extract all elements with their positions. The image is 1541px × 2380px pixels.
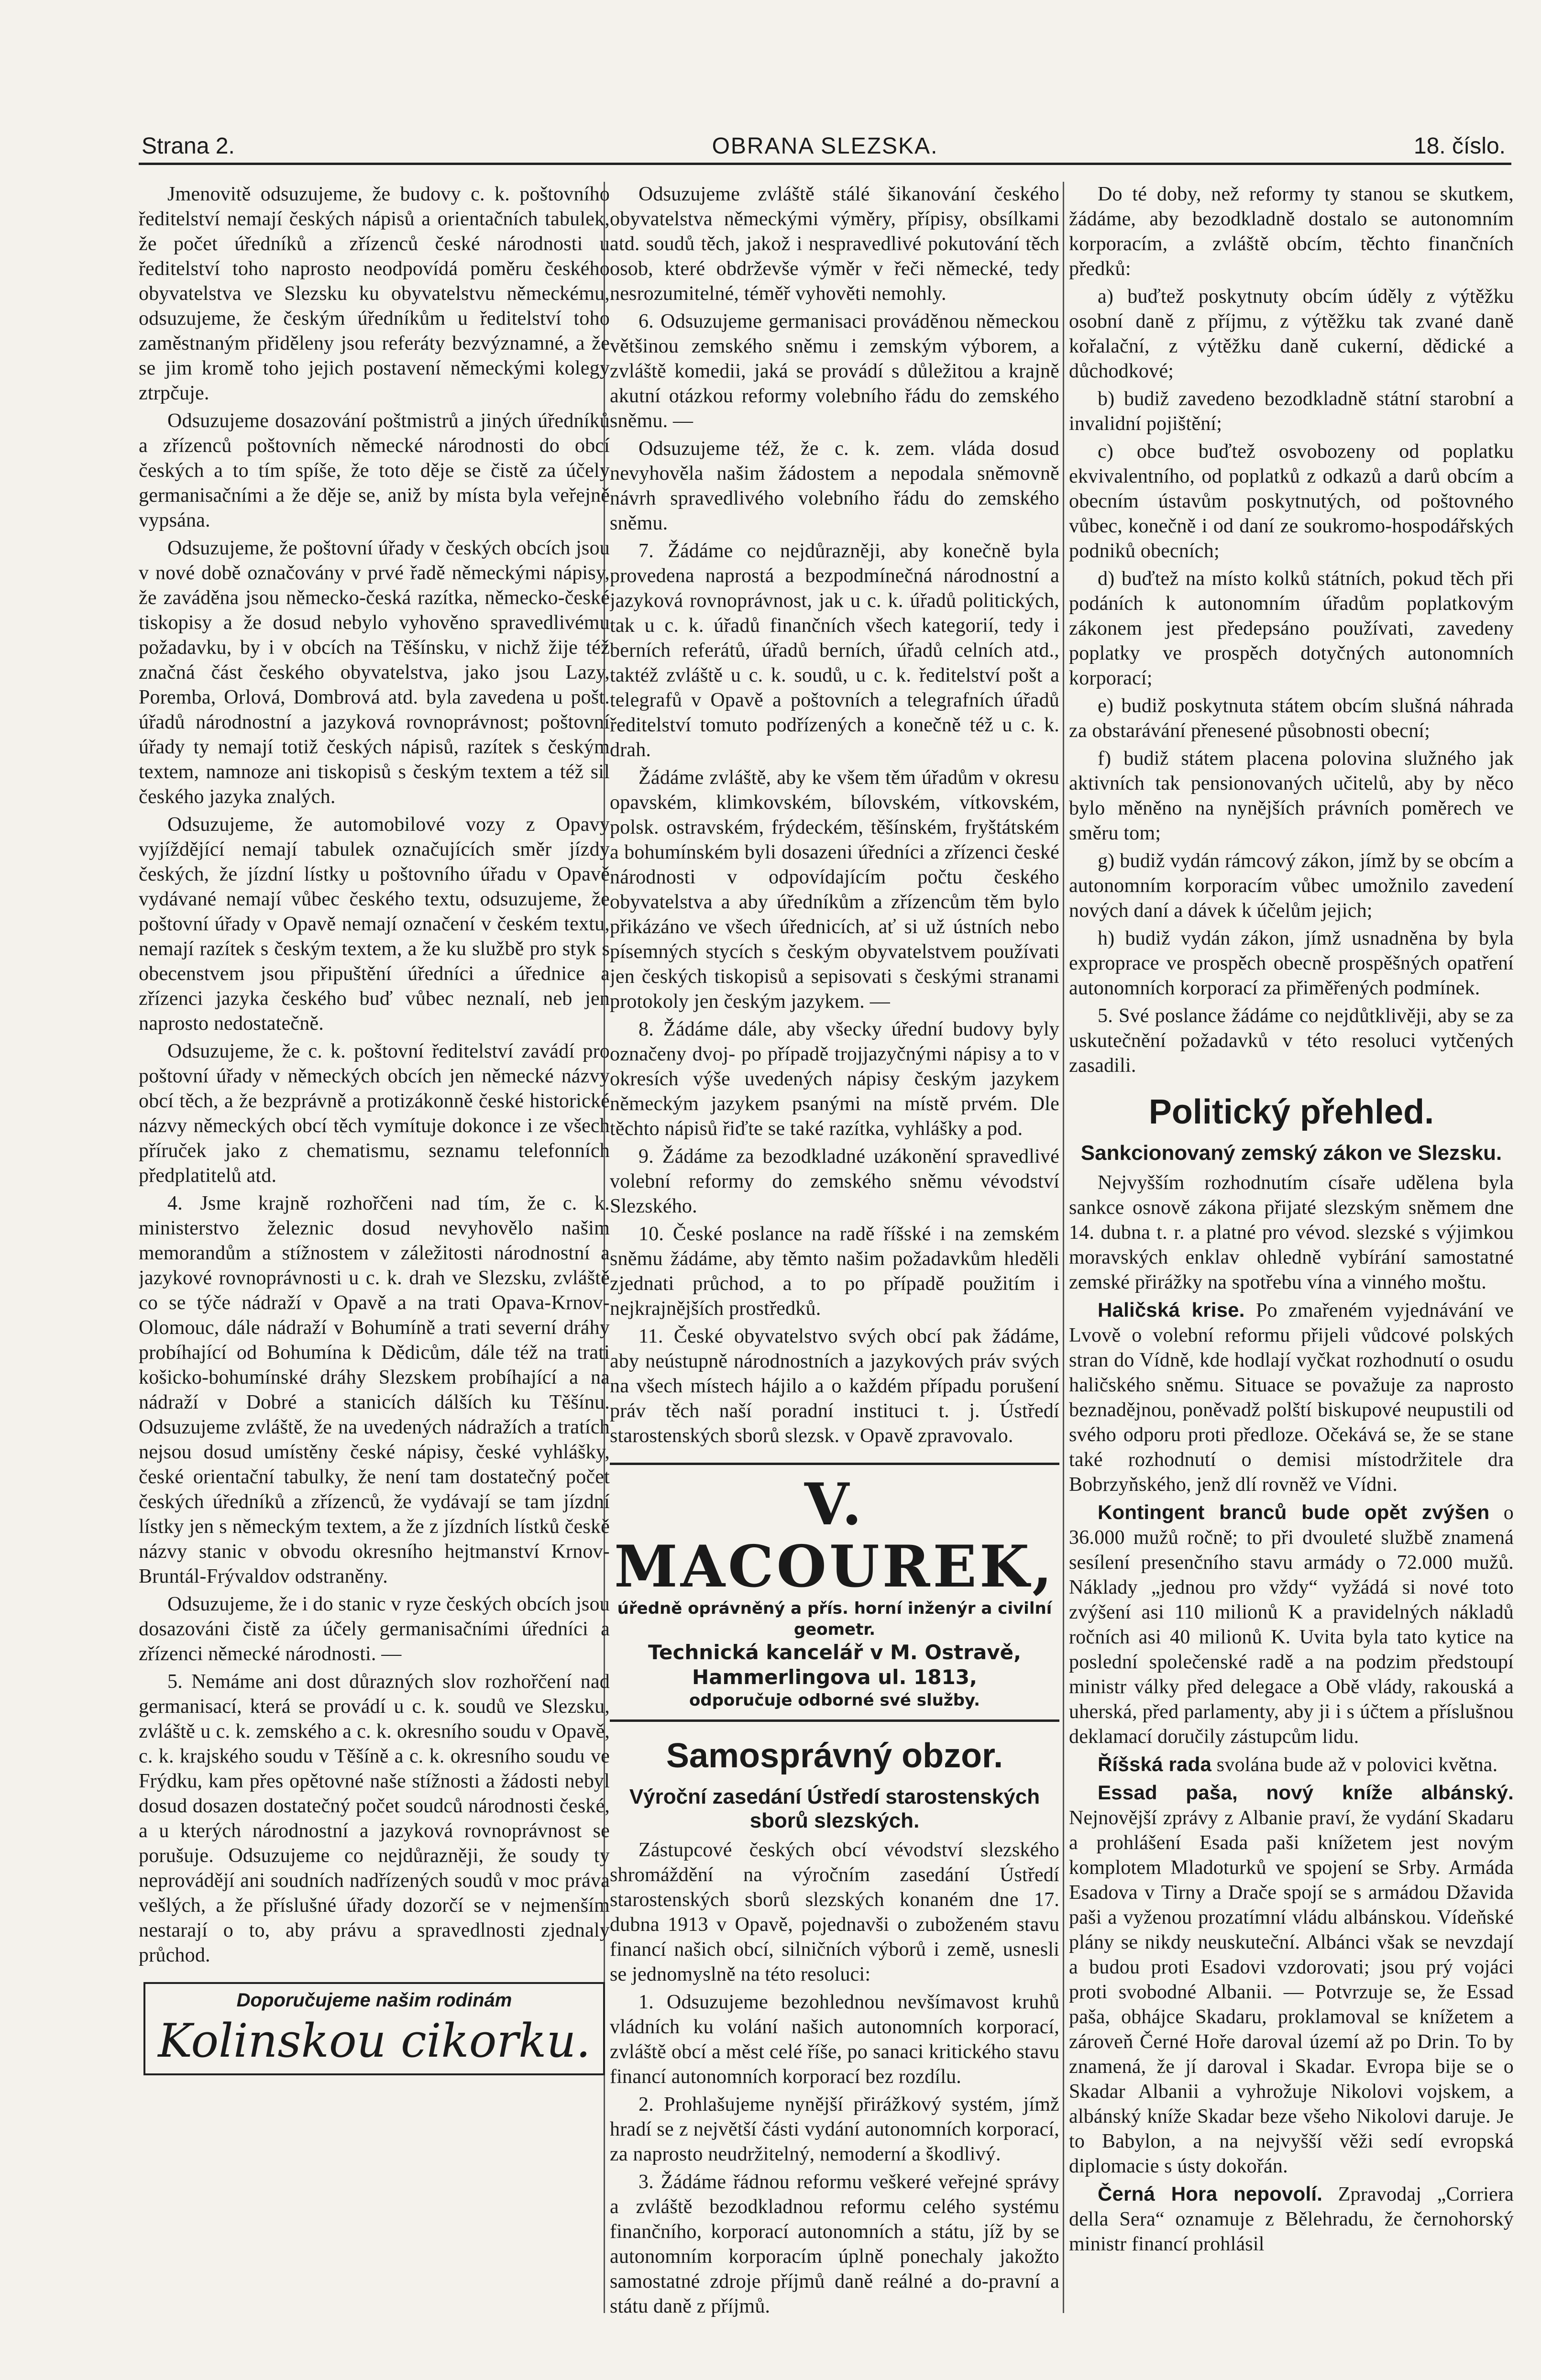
news-lead: Haličská krise. xyxy=(1098,1299,1245,1321)
news-text: Zpravodaj „Corriera della Sera“ oznamuje z Bělehradu, že černohorský ministr financí prohlásil xyxy=(1069,2183,1514,2255)
paragraph: Do té doby, než reformy ty stanou se skutkem, žádáme, aby bezodkladně dostalo se autonomním korporacím, a zvláště obcím, těchto finančních předků: xyxy=(1069,183,1514,280)
paragraph: Odsuzujeme, že c. k. poštovní ředitelství zavádí pro poštovní úřady v německých obcích jen německé názvy obcí těch, a že bezprávně a protizákonně české historické názvy německých obcí těch vymítuje dokonce i ze všech příruček jako z chematismu, seznamu telefonních předplatitelů atd. xyxy=(139,1040,610,1187)
news-item xyxy=(1069,1170,1514,1295)
paragraph: Odsuzujeme, že poštovní úřady v českých obcích jsou v nové době označovány v prvé řadě německými nápisy, že zaváděna jsou německo-česká razítka, německo-české tiskopisy a že dosud nebylo vyhověno spravedlivému požadavku, by i v obcích na Těšínsku, v nichž žije též značná část českého obyvatelstva, jako jsou Lazy, Poremba, Orlová, Dombrová atd. byla zavedena u pošt. úřadů národnostní a jazyková rovnoprávnost; poštovní úřady ty nemají totiž českých nápisů, razítek s českým textem, namnoze ani tiskopisů s českým textem a též sil českého jazyka znalých. xyxy=(139,537,610,808)
paragraph: 7. Žádáme co nejdůrazněji, aby konečně byla provedena naprostá a bezpodmínečná národnostní a jazyková rovnoprávnost, jak u c. k. úřadů politických, tak u c. k. úřadů finančních všech kategorií, tedy i berních referátů, úřadů berních, úřadů celních atd., taktéž zvláště u c. k. soudů, u c. k. ředitelství pošt a telegrafů v Opavě a poštovních a telegrafních úřadů ředitelství tomuto podřízených a konečně též u c. k. drah. xyxy=(610,540,1059,761)
column-2 xyxy=(610,182,1059,2323)
paragraph: 10. České poslance na radě říšské i na zemském sněmu žádáme, aby těmto našim požadavkům hleděli zjednati průchod, a to po případě použitím i nejkrajnějších prostředků. xyxy=(610,1223,1059,1320)
news-item xyxy=(1069,1752,1514,1777)
news-text: Nejnovější zprávy z Albanie praví, že vydání Skadaru a prohlášení Esada paši knížetem jest novým komplotem Mladoturků ve spojení se Srby. Armáda Esadova v Tirny a Drače spojí se s armádou Džavida paši a vyženou prozatímní vládu albánskou. Vídeňské plány se nikdy neuskuteční. Albánci však se nevzdají a budou proti Esadovi vzdorovati; jsou prý vojáci proti svobodné Albanii. — Potvrzuje se, že Essad paša, obhájce Skadaru, proklamoval se knížetem a zároveň Černé Hoře daroval území až po Drin. To by znamená, že jí daroval i Skadar. Evropa bije se o Skadar Albanii a vyhrožuje Nikolovi vojskem, a albánský kníže Skadar beze všeho Nikolovi daruje. Je to Babylon, a na nejvyšší věži sedí evropská diplomacie s ústy dokořán. xyxy=(1069,1807,1514,2177)
cikorka-advertisement xyxy=(143,1982,605,2075)
issue-number: 18. číslo. xyxy=(1413,133,1506,159)
news-item xyxy=(1069,1298,1514,1497)
paragraph: Odsuzujeme, že automobilové vozy z Opavy vyjíždějící nemají tabulek označujících směr jízdy českých, že jízdní lístky u poštovního úřadu v Opavě vydávané nemají vůbec českého textu, odsuzujeme, že poštovní úřady v Opavě nemají označení v českém textu, nemají razítek s českým textem, a že ku službě pro styk s obecenstvem jsou připuštění úředníci a úřednice a zřízenci jazyka českého buď vůbec neznalí, neb jen naprosto nedostatečně. xyxy=(139,814,610,1035)
news-lead: Černá Hora nepovolí. xyxy=(1098,2182,1323,2205)
article-subtitle: Výroční zasedání Ústředí starostenských sborů slezských. xyxy=(629,1785,1040,1832)
paragraph: a) buďtež poskytnuty obcím úděly z výtěžku osobní daně z příjmu, z výtěžku tak zvané daně kořalační, z výtěžku daně cukerní, dědické a důchodkové; xyxy=(1069,286,1514,382)
ad-brand: Kolinskou cikorku. xyxy=(158,2014,591,2068)
ad-line: odporučuje odborné své služby. xyxy=(689,1691,980,1710)
paragraph: d) buďtež na místo kolků státních, pokud těch při podáních k autonomním úřadům poplatkovým zákonem jest předepsáno používati, zavedeny poplatky ve prospěch dotyčných autonomních korporací; xyxy=(1069,568,1514,689)
paragraph: Zástupcové českých obcí vévodství slezského shromáždění na výročním zasedání Ústředí starostenských sborů slezských konaném dne 17. dubna 1913 v Opavě, pojednavši o zuboženém stavu financí našich obcí, silničních výborů i země, usnesli se jednomyslně na této resoluci: xyxy=(610,1839,1059,1985)
paragraph: Jmenovitě odsuzujeme, že budovy c. k. poštovního ředitelství nemají českých nápisů a orientačních tabulek, že počet úředníků a zřízenců české národnosti u ředitelství toho naprosto neodpovídá poměru českého obyvatelstva ve Slezsku ku obyvatelstvu německému, odsuzujeme, že českým úředníkům u ředitelství toho zaměstnaným přiděleny jsou referáty bezvýznamné, a že se jim kromě toho jejich postavení německými kolegy ztrpčuje. xyxy=(139,183,610,404)
column-divider xyxy=(1063,182,1064,2313)
article-subtitle: Sankcionovaný zemský zákon ve Slezsku. xyxy=(1080,1141,1502,1165)
paragraph: 3. Žádáme řádnou reformu veškeré veřejné správy a zvláště bezodkladnou reformu celého systému finančního, korporací autonomních a státu, jíž by se autonomním korporacím úplně ponechaly jakožto samostatné zdroje příjmů daně reálné a do-pravní a státu daně z příjmů. xyxy=(610,2171,1059,2317)
paragraph: 5. Své poslance žádáme co nejdůtklivěji, aby se za uskutečnění požadavků v této resoluci vytčených zasadili. xyxy=(1069,1005,1514,1077)
paragraph: Odsuzujeme, že i do stanic v ryze českých obcích jsou dosazováni čistě za účely germanisačními úředníci a zřízenci německé národnosti. — xyxy=(139,1593,610,1665)
paragraph: Odsuzujeme též, že c. k. zem. vláda dosud nevyhověla našim žádostem a nepodala sněmovně návrh spravedlivého volebního řádu do zemského sněmu. xyxy=(610,438,1059,534)
news-item xyxy=(1069,1500,1514,1749)
paragraph: Žádáme zvláště, aby ke všem těm úřadům v okresu opavském, klimkovském, bílovském, vítkovském, polsk. ostravském, frýdeckém, těšínském, fryštátském a bohumínském byli dosazeni úředníci a zřízenci české národnosti v odpovídajícím počtu českého obyvatelstva a aby úředníkům a zřízencům těm bylo přikázáno ve všech úřednicích, ať si už ústních nebo písemných stycích s českým obyvatelstvem používati jen českých tiskopisů a sepisovati s českými stranami protokoly jen českým jazykem. — xyxy=(610,767,1059,1013)
news-lead: Říšská rada xyxy=(1098,1753,1212,1775)
ad-tagline: Doporučujeme našim rodinám xyxy=(236,1990,512,2011)
paragraph: 2. Prohlašujeme nynější přirážkový systém, jímž hradí se z největší části vydání autonomních korporací, za naprosto neudržitelný, nemoderní a škodlivý. xyxy=(610,2094,1059,2165)
paragraph: g) budiž vydán rámcový zákon, jímž by se obcím a autonomním korporacím vůbec umožnilo zavedení nových daní a dávek k účelům jejich; xyxy=(1069,850,1514,922)
paragraph: Odsuzujeme dosazování poštmistrů a jiných úředníků a zřízenců poštovních německé národnosti do obcí českých a to tím spíše, že toto děje se čistě za účely germanisačními a že děje se, aniž by místa byla veřejně vypsána. xyxy=(139,410,610,531)
column-1 xyxy=(139,182,610,2323)
header-rule xyxy=(139,163,1511,165)
news-lead: Kontingent branců bude opět zvýšen xyxy=(1098,1501,1490,1523)
section-title: Samosprávný obzor. xyxy=(666,1737,1003,1775)
section-title: Politický přehled. xyxy=(1148,1093,1434,1131)
paragraph: h) budiž vydán zákon, jímž usnadněna by byla exproprace ve prospěch obecně prospěšných opatření autonomních korporací za přiměřených podmínek. xyxy=(1069,927,1514,999)
paragraph: b) budiž zavedeno bezodkladně státní starobní a invalidní pojištění; xyxy=(1069,388,1514,435)
page-number: Strana 2. xyxy=(142,133,235,159)
paragraph: 1. Odsuzujeme bezohlednou nevšímavost kruhů vládních ku volání našich autonomních korporací, zvláště obcí a měst celé říše, po sanaci kritického stavu financí autonomních korporací bez rozdílu. xyxy=(610,1991,1059,2088)
news-lead: Essad paša, nový kníže albánský. xyxy=(1098,1781,1514,1804)
paragraph: Odsuzujeme zvláště stálé šikanování českého obyvatelstva německými výměry, přípisy, obsílkami atd. soudů těch, jakož i nespravedlivé pokutování těch osob, které obdrževše výměr v řeči německé, tedy nesrozumitelné, téměř vyhověti nemohly. xyxy=(610,183,1059,305)
paragraph: 11. České obyvatelstvo svých obcí pak žádáme, aby neústupně národnostních a jazykových práv svých na všech místech hájilo a o každém případu porušení práv těch naší poradní instituci t. j. Ústředí starostenských sborů slezsk. v Opavě zpravovalo. xyxy=(610,1325,1059,1447)
page-header xyxy=(139,123,1511,162)
masthead-title: OBRANA SLEZSKA. xyxy=(712,133,938,159)
ad-name: V. MACOUREK, xyxy=(614,1471,1055,1600)
ad-line: Technická kancelář v M. Ostravě, Hammerlingova ul. 1813, xyxy=(648,1641,1022,1689)
news-text: Po zmařeném vyjednávání ve Lvově o volební reformu přijeli vůdcové polských stran do Vídně, kde hodlají vyčkat rozhodnutí o osudu haličského sněmu. Situace se považuje za naprosto beznadějnou, poněvadž polští biskupové neupustili od svého odporu proti předloze. Očekává se, že se stane také rozhodnutí o demisi místodržitele dra Bobrzyňského, jenž dlí rovněž ve Vídni. xyxy=(1069,1300,1514,1496)
paragraph: 8. Žádáme dále, aby všecky úřední budovy byly označeny dvoj- po případě trojjazyčnými nápisy a to v okresích výše uvedených nápisy českým jazykem německým jazykem psanými na místě prvém. Dle těchto nápisů řiďte se také razítka, vyhlášky a pod. xyxy=(610,1018,1059,1140)
news-text: o 36.000 mužů ročně; to při dvouleté službě znamená sesílení presenčního stavu armády o 72.000 mužů. Náklady „jednou pro vždy“ vyžádá si nové toto zvýšení asi 110 milionů K a pravidelných nákladů ročních asi 40 milionů K. Uvita byla tato kytice na poslední společenské radě a na podzim předstoupí ministr války před delegace a Obě vlády, rakouská a uherská, před parlamenty, aby ji i s účtem a příslušnou deklamací doručily zástupcům lidu. xyxy=(1069,1502,1514,1748)
paragraph: 4. Jsme krajně rozhořčeni nad tím, že c. k. ministerstvo železnic dosud nevyhovělo našim memorandům a stížnostem v záležitosti národnostní a jazykové rovnoprávnosti u c. k. drah ve Slezsku, zvláště co se týče nádraží v Opavě a na trati Opava-Krnov-Olomouc, dále nádraží v Bohumíně a trati severní dráhy probíhající od Bohumína k Dědicům, dále též na trati košicko-bohumínské dráhy Slezskem probíhající a na nádraží v Dobré a stanicích dálších ku Těšínu. Odsuzujeme zvláště, že na uvedených nádražích a tratích nejsou dosud umístěny české nápisy, české vyhlášky, české orientační tabulky, že není tam dostatečný počet českých úředníků a zřízenců, že vydávají se tam jízdní lístky jen s německým textem, a že z jízdních lístků českě názvy stanic v obvodu okresního hejtmanství Krnov-Bruntál-Frývaldov odstraněny. xyxy=(139,1192,610,1587)
paragraph: 5. Nemáme ani dost důrazných slov rozhořčení nad germanisací, která se provádí u c. k. soudů ve Slezsku, zvláště u c. k. zemského a c. k. okresního soudu v Opavě, c. k. krajského soudu v Těšíně a c. k. okresního soudu ve Frýdku, kam přes opětovné naše stížnosti a žádosti nebyl dosud dosazen dostatečný počet soudců národnosti české, a u kterých národnostní a jazyková rovnoprávnost se porušuje. Odsuzujeme co nejdůrazněji, že soudy ty neprovádějí ani soudních nadřízených soudů v moc práva vešlých, a že příslušné úřady dozorčí se v nejmenším nestarají o to, aby právu a spravedlnosti zjednaly průchod. xyxy=(139,1671,610,1966)
paragraph: 9. Žádáme za bezodkladné uzákonění spravedlivé volební reformy do zemského sněmu vévodství Slezského. xyxy=(610,1146,1059,1217)
paragraph: f) budiž státem placena polovina služného jak aktivních tak pensionovaných učitelů, aby by něco bylo měněno na nynějších právních poměrech ve směru tom; xyxy=(1069,748,1514,844)
news-item xyxy=(1069,1780,1514,2179)
paragraph: c) obce buďtež osvobozeny od poplatku ekvivalentního, od poplatků z odkazů a darů obcím a obecním ústavům poskytnutých, od poštovného vůbec, konečně i od daní ze soukromo-hospodářských podniků obecních; xyxy=(1069,441,1514,562)
news-text: Nejvyšším rozhodnutím císaře udělena byla sankce osnově zákona přijaté slezským sněmem dne 14. dubna t. r. a platné pro vévod. slezské s výjimkou moravských enklav ohledně vybírání samostatné zemské přirážky na spotřebu vína a vinného moštu. xyxy=(1069,1172,1514,1293)
ad-line: úředně oprávněný a přís. horní inženýr a civilní geometr. xyxy=(617,1599,1052,1639)
paragraph: 6. Odsuzujeme germanisaci prováděnou německou většinou zemského sněmu i zemským výborem, a zvláště komedii, jaká se provádí s důležitou a krajně akutní otázkou reformy volebního řádu do zemského sněmu. — xyxy=(610,310,1059,432)
news-text: svolána bude až v polovici května. xyxy=(1211,1754,1498,1776)
paragraph: e) budiž poskytnuta státem obcím slušná náhrada za obstarávání přenesené působnosti obecní; xyxy=(1069,695,1514,742)
news-item xyxy=(1069,2182,1514,2257)
column-3 xyxy=(1069,182,1514,2323)
macourek-advertisement xyxy=(610,1463,1059,1722)
